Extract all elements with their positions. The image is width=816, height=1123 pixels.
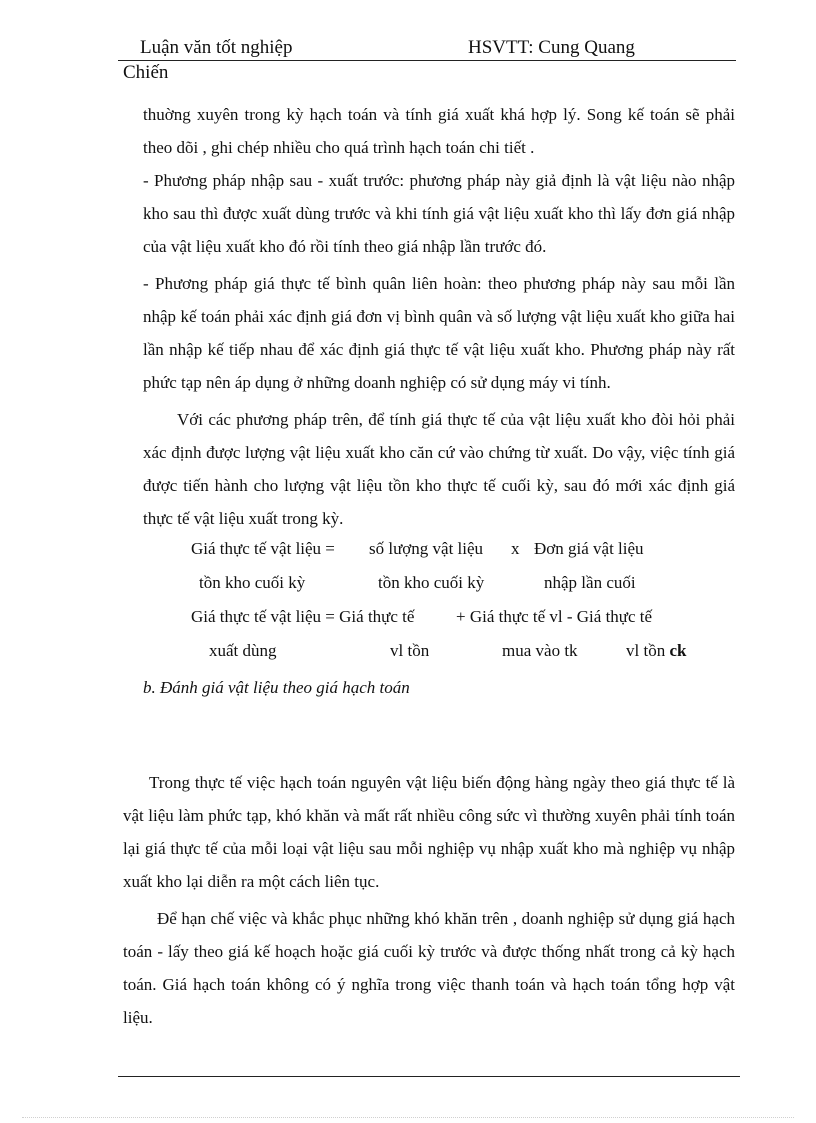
formula-2-sub-4-text: vl tồn: [626, 641, 666, 660]
paragraph-methods-summary: Với các phương pháp trên, để tính giá thực tế của vật liệu xuất kho đòi hỏi phải xác định được lượng vật liệu xuất kho căn cứ vào chứng từ xuất. Do vậy, việc tính giá được tiến hành cho lượng vật liệu tồn kho thực tế cuối kỳ, sau đó mới xác định giá thực tế vật liệu xuất trong kỳ.: [143, 410, 735, 528]
paragraph-lifo: - Phương pháp nhập sau - xuất trước: phương pháp này giả định là vật liệu nào nhập kho sau thì được xuất dùng trước và khi tính giá vật liệu xuất kho thì lấy đơn giá nhập của vật liệu xuất kho đó rồi tính theo giá nhập lần trước đó.: [143, 171, 735, 256]
footer-rule: [118, 1076, 740, 1077]
document-body-2: [123, 766, 735, 1034]
formula-1-row-1: [143, 535, 735, 569]
header-author-wrap: Chiến: [123, 62, 169, 83]
formula-1-lhs: Giá thực tế vật liệu =: [191, 539, 335, 558]
header-author: HSVTT: Cung Quang: [468, 37, 635, 58]
formula-1-quantity: số lượng vật liệu: [369, 539, 484, 558]
formula-1-sub-3: nhập lần cuối: [544, 573, 636, 592]
formula-1-sub-1: tồn kho cuối kỳ: [199, 573, 306, 592]
paragraph-weighted-average: - Phương pháp giá thực tế bình quân liên hoàn: theo phương pháp này sau mỗi lần nhập kế toán phải xác định giá đơn vị bình quân và số lượng vật liệu xuất kho giữa hai lần nhập kế tiếp nhau để xác định giá thực tế vật liệu xuất kho. Phương pháp này rất phức tạp nên áp dụng ở những doanh nghiệp có sử dụng máy vi tính.: [143, 274, 735, 392]
formula-2-rhs: + Giá thực tế vl - Giá thực tế: [456, 607, 653, 626]
document-body: [143, 98, 735, 705]
formula-2-sub-1: xuất dùng: [209, 641, 277, 660]
formula-2-sub-4-bold: ck: [669, 641, 687, 660]
formula-2-sub-2: vl tồn: [390, 641, 430, 660]
formula-2-row-2: [143, 637, 735, 671]
formula-2-sub-3: mua vào tk: [502, 641, 578, 660]
paragraph-accounting-price: Để hạn chế việc và khắc phục những khó khăn trên , doanh nghiệp sử dụng giá hạch toán - lấy theo giá kế hoạch hoặc giá cuối kỳ trước và được thống nhất trong cả kỳ hạch toán. Giá hạch toán không có ý nghĩa trong việc thanh toán và hạch toán tổng hợp vật liệu.: [123, 909, 735, 1027]
formula-2-sub-4: [626, 641, 686, 661]
paragraph-intro: thuờng xuyên trong kỳ hạch toán và tính giá xuất khá hợp lý. Song kế toán sẽ phải theo dõi , ghi chép nhiều cho quá trình hạch toán chi tiết .: [143, 105, 735, 157]
formula-1-unit-price: Đơn giá vật liệu: [534, 539, 644, 558]
page-edge-dots: [22, 1117, 794, 1118]
formula-1-times: x: [511, 539, 520, 558]
header-title: Luận văn tốt nghiệp: [140, 37, 293, 58]
formula-2-row-1: [143, 603, 735, 637]
paragraph-actual-price: Trong thực tế việc hạch toán nguyên vật liệu biến động hàng ngày theo giá thực tế là vật liệu làm phức tạp, khó khăn và mất rất nhiều công sức vì thường xuyên phải tính toán lại giá thực tế của mỗi loại vật liệu sau mỗi nghiệp vụ nhập xuất kho mà nghiệp vụ nhập xuất kho lại diễn ra một cách liên tục.: [123, 773, 735, 891]
formula-2-lhs: Giá thực tế vật liệu = Giá thực tế: [191, 607, 415, 626]
page-header: [118, 36, 736, 61]
formula-1-sub-2: tồn kho cuối kỳ: [378, 573, 485, 592]
formula-1-row-2: [143, 569, 735, 603]
section-heading: b. Đánh giá vật liệu theo giá hạch toán: [143, 678, 410, 697]
